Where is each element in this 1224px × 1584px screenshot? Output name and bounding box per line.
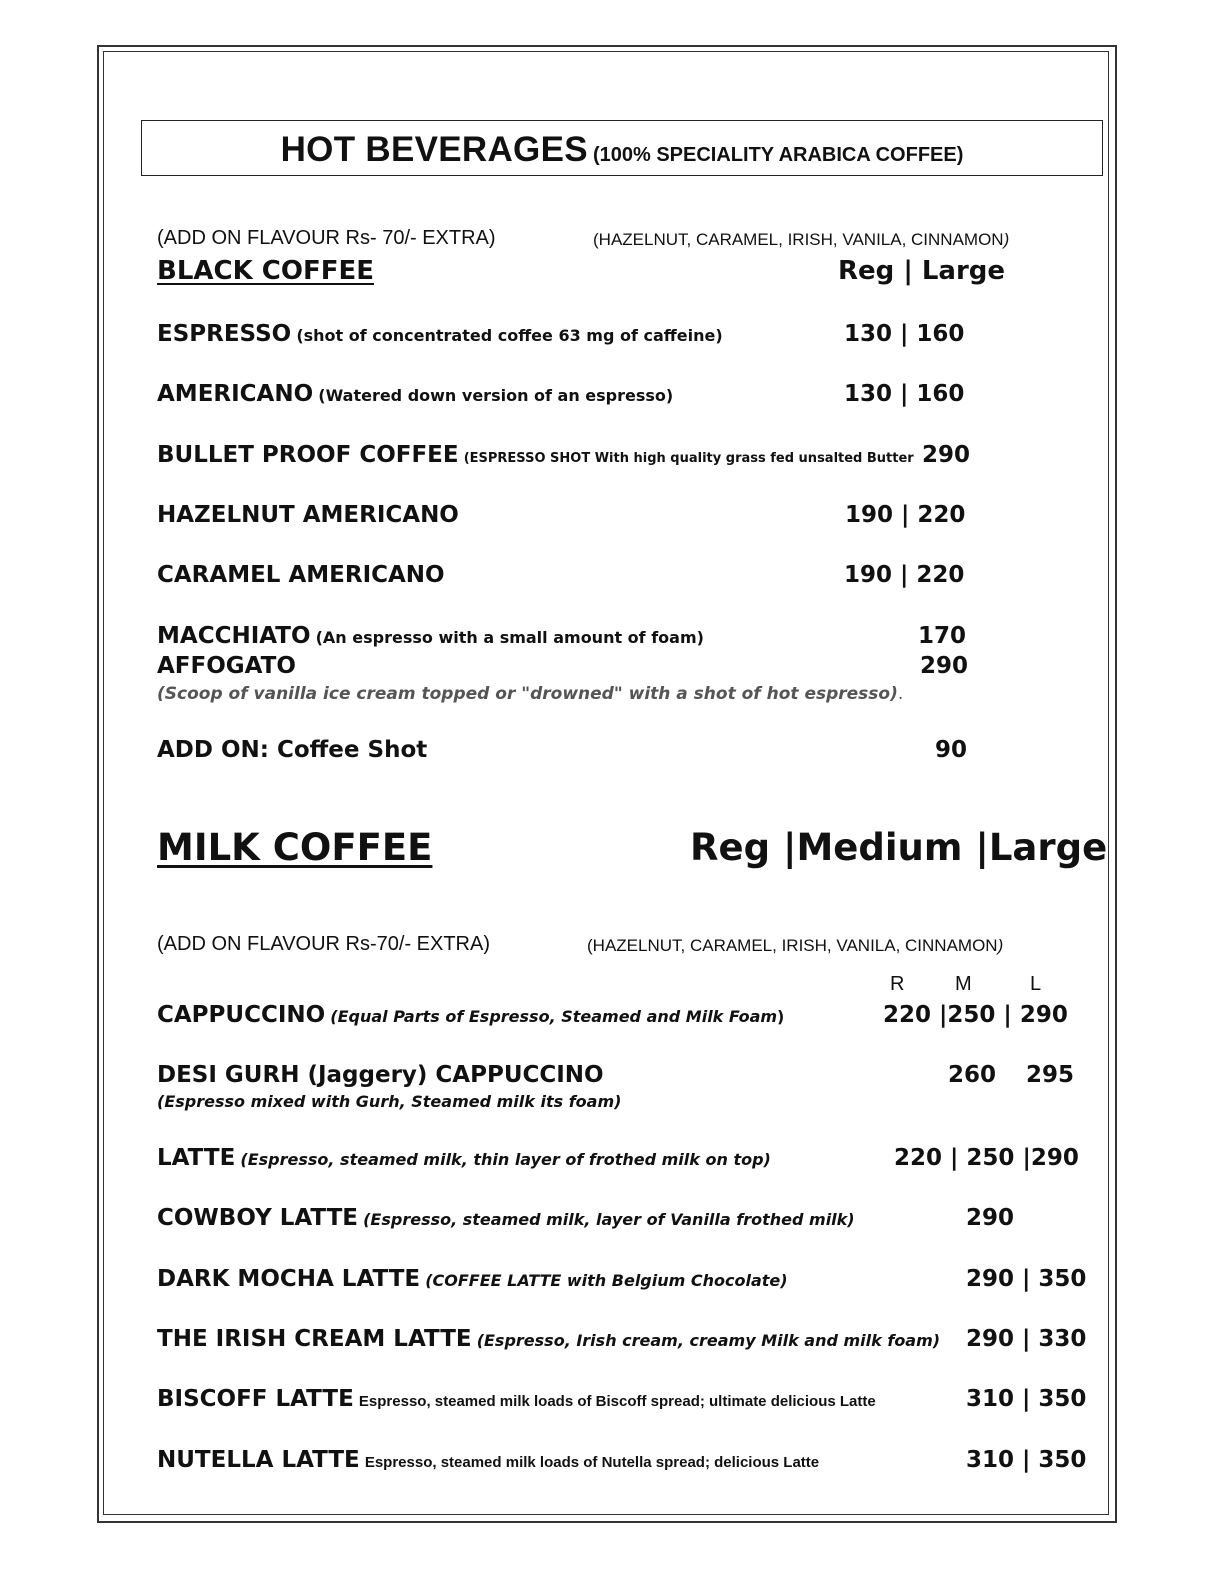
menu-item <box>157 1447 819 1473</box>
item-name: NUTELLA LATTE <box>157 1447 360 1473</box>
menu-item <box>157 653 296 679</box>
item-price: 170 <box>918 623 967 649</box>
item-price: 290 <box>966 1205 1015 1231</box>
menu-item <box>157 1205 855 1231</box>
item-name: HAZELNUT AMERICANO <box>157 502 459 528</box>
item-price: 220 |250 | 290 <box>883 1002 1068 1028</box>
menu-item <box>157 562 445 588</box>
black-flavour-list-close: ) <box>1003 230 1010 249</box>
item-desc: (Espresso mixed with Gurh, Steamed milk its foam) <box>157 1092 622 1111</box>
item-desc: (Equal Parts of Espresso, Steamed and Milk Foam <box>330 1007 778 1026</box>
milk-flavour-note: (ADD ON FLAVOUR Rs-70/- EXTRA) <box>157 933 490 955</box>
item-price: 190 | 220 <box>845 502 966 528</box>
item-name: LATTE <box>157 1145 236 1171</box>
item-price: 290 <box>920 653 969 679</box>
item-name: MACCHIATO <box>157 623 311 649</box>
item-price: 290 | 350 <box>966 1266 1087 1292</box>
item-desc: Espresso, steamed milk loads of Biscoff spread; ultimate delicious Latte <box>358 1393 876 1410</box>
item-name: AFFOGATO <box>157 653 296 679</box>
item-desc-end: ) <box>777 1007 785 1026</box>
affogato-desc <box>157 684 903 704</box>
menu-item <box>157 1062 604 1088</box>
menu-item <box>157 321 723 347</box>
item-name: THE IRISH CREAM LATTE <box>157 1326 472 1352</box>
menu-item <box>157 1145 771 1171</box>
black-coffee-title: BLACK COFFEE <box>157 256 375 286</box>
item-name: AMERICANO <box>157 381 314 407</box>
item-desc: (shot of concentrated coffee 63 mg of caffeine) <box>296 326 723 345</box>
menu-item <box>157 1326 940 1352</box>
item-name: BISCOFF LATTE <box>157 1386 354 1412</box>
black-flavour-list <box>593 230 1009 250</box>
item-desc: (Espresso, steamed milk, thin layer of frothed milk on top) <box>240 1150 771 1169</box>
affogato-desc-text: (Scoop of vanilla ice cream topped or "drowned" with a shot of hot espresso) <box>157 684 898 704</box>
item-desc: (Watered down version of an espresso) <box>318 386 674 405</box>
item-price: 310 | 350 <box>966 1386 1087 1412</box>
item-name: DESI GURH (Jaggery) CAPPUCCINO <box>157 1062 604 1088</box>
rml-l: L <box>1030 973 1042 995</box>
item-name: ESPRESSO <box>157 321 292 347</box>
item-price: 130 | 160 <box>844 321 965 347</box>
milk-flavour-list <box>587 936 1003 956</box>
black-flavour-note: (ADD ON FLAVOUR Rs- 70/- EXTRA) <box>157 227 496 249</box>
menu-item <box>157 502 459 528</box>
menu-item <box>157 623 704 649</box>
item-desc: (An espresso with a small amount of foam) <box>315 628 704 647</box>
affogato-desc-end: . <box>897 684 904 704</box>
item-desc: (Espresso, steamed milk, layer of Vanilla frothed milk) <box>363 1210 855 1229</box>
menu-item <box>157 442 914 468</box>
item-desc: (Espresso, Irish cream, creamy Milk and milk foam) <box>476 1331 941 1350</box>
rml-r: R <box>890 973 905 995</box>
item-desc: Espresso, steamed milk loads of Nutella spread; delicious Latte <box>364 1454 820 1471</box>
item-name: COWBOY LATTE <box>157 1205 359 1231</box>
milk-flavour-list-text: (HAZELNUT, CARAMEL, IRISH, VANILA, CINNAMON <box>587 936 998 955</box>
black-flavour-list-text: (HAZELNUT, CARAMEL, IRISH, VANILA, CINNAMON <box>593 230 1004 249</box>
menu-header <box>141 120 1103 176</box>
item-name: ADD ON: Coffee Shot <box>157 737 428 763</box>
item-price: 290 <box>922 442 971 468</box>
menu-title: HOT BEVERAGES <box>280 130 588 169</box>
menu-item <box>157 737 427 763</box>
item-price: 190 | 220 <box>844 562 965 588</box>
item-name: CAPPUCCINO <box>157 1002 326 1028</box>
menu-subtitle: (100% SPECIALITY ARABICA COFFEE) <box>592 144 964 166</box>
item-price-medium: 260 <box>948 1062 997 1088</box>
rml-m: M <box>955 973 972 995</box>
milk-size-header: Reg |Medium |Large <box>690 826 1108 869</box>
menu-item <box>157 1386 876 1412</box>
item-price: 90 <box>935 737 968 763</box>
item-name: CARAMEL AMERICANO <box>157 562 445 588</box>
item-name: DARK MOCHA LATTE <box>157 1266 421 1292</box>
item-price: 310 | 350 <box>966 1447 1087 1473</box>
black-size-header: Reg | Large <box>838 256 1006 286</box>
item-desc: (COFFEE LATTE with Belgium Chocolate) <box>425 1271 788 1290</box>
milk-coffee-title: MILK COFFEE <box>157 826 433 869</box>
menu-item <box>157 381 673 407</box>
milk-flavour-list-close: ) <box>997 936 1004 955</box>
menu-item <box>157 1002 784 1028</box>
item-desc: (ESPRESSO SHOT With high quality grass fed unsalted Butter <box>463 451 914 466</box>
item-price: 130 | 160 <box>844 381 965 407</box>
item-price-large: 295 <box>1026 1062 1075 1088</box>
item-price: 290 | 330 <box>966 1326 1087 1352</box>
item-name: BULLET PROOF COFFEE <box>157 442 459 468</box>
menu-item <box>157 1266 788 1292</box>
item-price: 220 | 250 |290 <box>894 1145 1079 1171</box>
